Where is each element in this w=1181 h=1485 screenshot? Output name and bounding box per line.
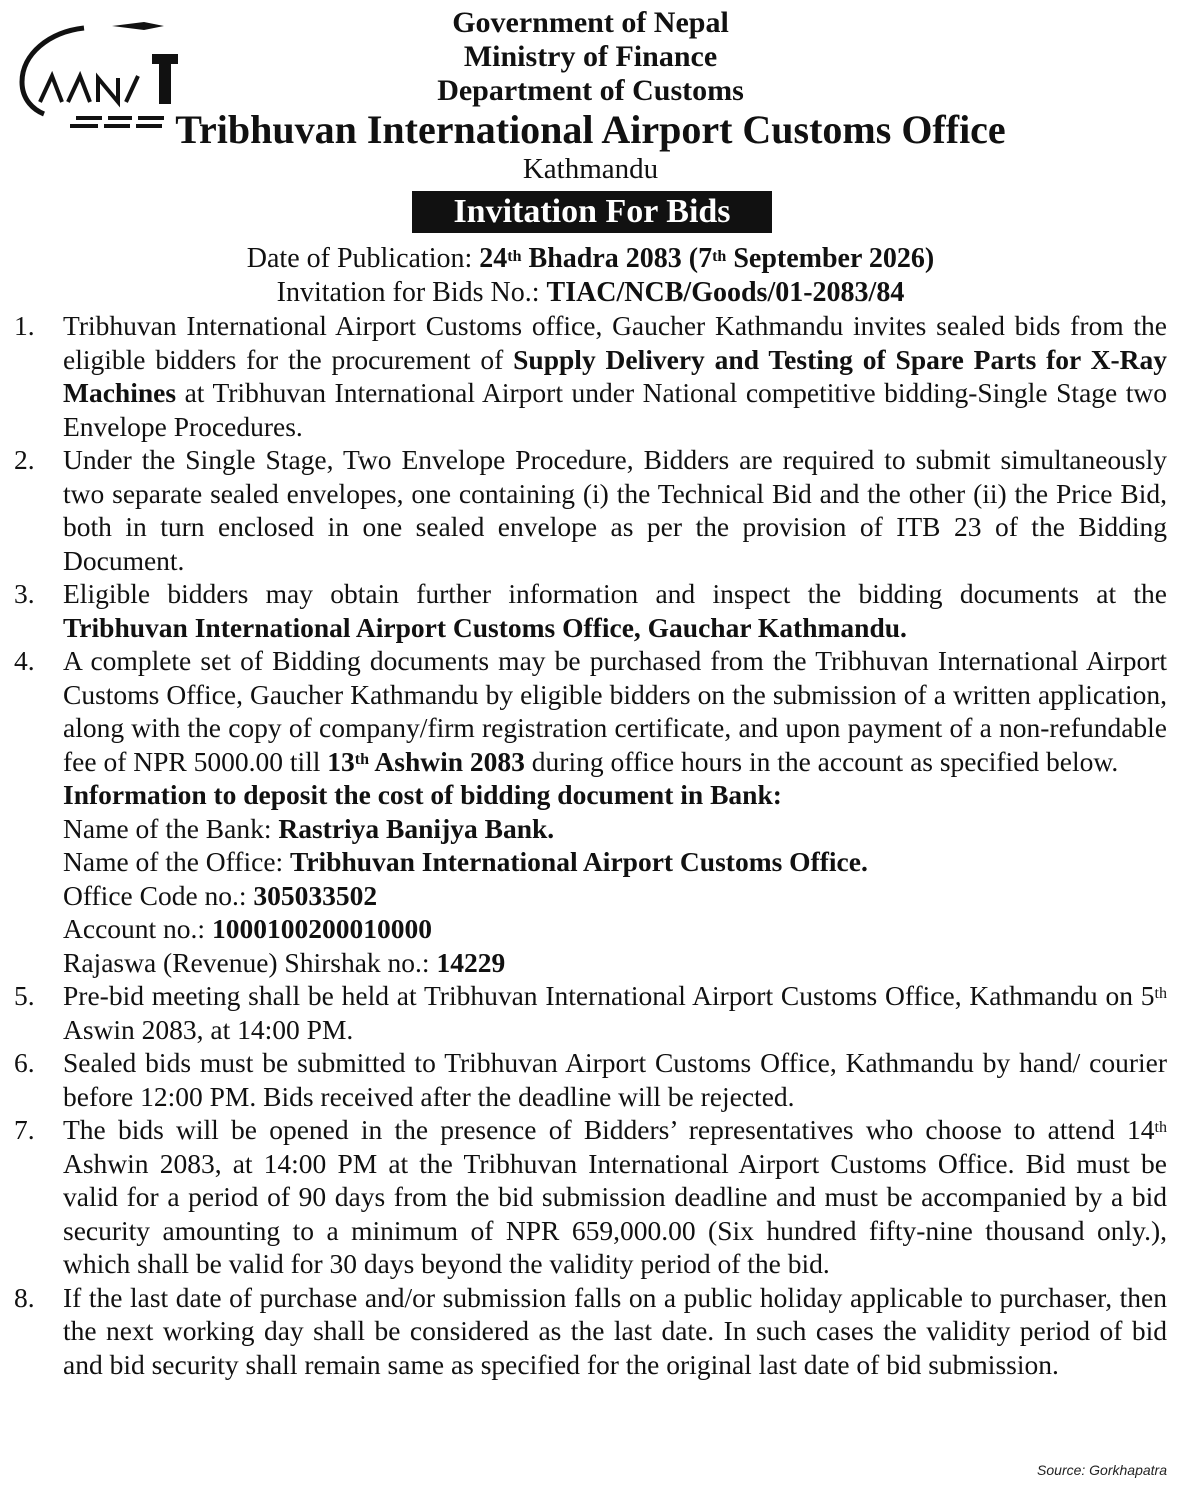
item-text: A complete set of Bidding documents may be purchased from the Tribhuvan International Airport Customs Office, Gaucher Kathmandu by eligible bidders on the submission of a written application, along with the copy of company/firm registration certificate, and upon payment of a non-refundable fee of NPR 5000.00 till (63, 645, 1167, 777)
ifb-number (0, 276, 1181, 310)
item-bold-text: Supply Delivery and Testing of Spare Parts for X-Ray Machines (63, 343, 1167, 408)
item-sup: th (1154, 1119, 1167, 1136)
ifb-number-value: TIAC/NCB/Goods/01-2083/84 (546, 277, 905, 308)
city-heading: Kathmandu (522, 153, 659, 185)
deadline-sup: th (354, 750, 370, 768)
item-number: 2. (14, 444, 35, 475)
item-number: 8. (14, 1281, 35, 1313)
item-text: If the last date of purchase and/or submission falls on a public holiday applicable to purchaser, then the next working day shall be considered as the last date. In such cases the validity period of bid and bid security shall remain same as specified for the original last date of bid submission. (63, 1281, 1167, 1380)
bank-name-value: Rastriya Banijya Bank. (278, 812, 555, 844)
ifb-label: Invitation for Bids No.: (276, 277, 540, 308)
bank-name-label: Name of the Bank: (63, 812, 272, 844)
publication-day: 24 (479, 243, 508, 274)
item-number: 5. (14, 980, 35, 1011)
publication-date (0, 242, 1181, 276)
item-number: 3. (14, 578, 35, 609)
list-item (14, 443, 1167, 577)
office-name-value: Tribhuvan International Airport Customs Office. (290, 846, 868, 877)
account-value: 1000100200010000 (211, 913, 432, 944)
office-name-row (63, 845, 1167, 879)
bank-info-heading: Information to deposit the cost of bidding document in Bank: (63, 779, 782, 810)
item-text: Sealed bids must be submitted to Tribhuvan Airport Customs Office, Kathmandu by hand/ courier before 12:00 PM. Bids received after the deadline will be rejected. (63, 1047, 1167, 1112)
item-number: 6. (14, 1047, 35, 1078)
department-heading: Department of Customs (437, 74, 744, 107)
item-text: Aswin 2083, at 14:00 PM. (63, 1013, 354, 1045)
item-text: Ashwin 2083, at 14:00 PM at the Tribhuvan International Airport Customs Office. Bid must be valid for a period of 90 days from the bid submission deadline and must be accompanied by a bid security amounting to a minimum of NPR 659,000.00 (Six hundred fifty-nine thousand only.), which shall be valid for 30 days beyond the validity period of the bid. (63, 1147, 1167, 1279)
government-heading: Government of Nepal (452, 6, 729, 39)
publication-rest: September 2026) (733, 243, 935, 274)
revenue-row (63, 946, 1167, 980)
list-item (14, 577, 1167, 644)
item-paragraph (63, 644, 1167, 778)
list-item (14, 309, 1167, 443)
office-heading: Tribhuvan International Airport Customs Office (175, 107, 1006, 152)
list-item (14, 1046, 1167, 1113)
publication-month-year: Bhadra 2083 (7 (528, 243, 713, 274)
account-row (63, 912, 1167, 946)
list-item (14, 644, 1167, 979)
office-name-label: Name of the Office: (63, 846, 284, 877)
office-code-label: Office Code no.: (63, 879, 247, 911)
item-number: 4. (14, 645, 35, 676)
office-code-value: 305033502 (253, 879, 378, 911)
item-number: 7. (14, 1114, 35, 1145)
deadline-day: 13 (327, 745, 355, 777)
publication-sup2: th (712, 248, 727, 265)
publication-label: Date of Publication: (246, 243, 473, 274)
item-text: Eligible bidders may obtain further information and inspect the bidding documents at the (63, 578, 1167, 609)
revenue-label: Rajaswa (Revenue) Shirshak no.: (63, 946, 430, 978)
item-bold-text: Tribhuvan International Airport Customs Office, Gauchar Kathmandu. (63, 611, 907, 643)
item-text: The bids will be opened in the presence of Bidders’ representatives who choose to attend 14 (63, 1114, 1155, 1145)
item-text: at Tribhuvan International Airport under National competitive bidding-Single Stage two Envelope Procedures. (63, 377, 1167, 442)
item-sup: th (1154, 985, 1167, 1002)
item-text: during office hours in the account as specified below. (531, 745, 1119, 777)
list-item (14, 1113, 1167, 1281)
bank-name-row (63, 812, 1167, 846)
notice-items (14, 309, 1167, 1381)
item-text: Tribhuvan International Airport Customs office, Gaucher Kathmandu invites sealed bids from the eligible bidders for the procurement of (63, 310, 1167, 375)
revenue-value: 14229 (436, 946, 506, 978)
account-label: Account no.: (63, 913, 206, 944)
source-credit: Source: Gorkhapatra (1037, 1462, 1167, 1478)
notice-title: Invitation For Bids (412, 191, 772, 233)
ministry-heading: Ministry of Finance (463, 40, 718, 73)
list-item (14, 979, 1167, 1046)
item-text: Under the Single Stage, Two Envelope Procedure, Bidders are required to submit simultaneously two separate sealed envelopes, one containing (i) the Technical Bid and the other (ii) the Price Bid, both in turn enclosed in one sealed envelope as per the provision of ITB 23 of the Bidding Document. (63, 444, 1167, 576)
office-code-row (63, 879, 1167, 913)
publication-day-sup: th (507, 248, 522, 265)
item-number: 1. (14, 310, 35, 341)
item-text: Pre-bid meeting shall be held at Tribhuvan International Airport Customs Office, Kathmandu on 5 (63, 980, 1155, 1011)
deadline-month: Ashwin 2083 (374, 745, 525, 777)
list-item (14, 1281, 1167, 1382)
